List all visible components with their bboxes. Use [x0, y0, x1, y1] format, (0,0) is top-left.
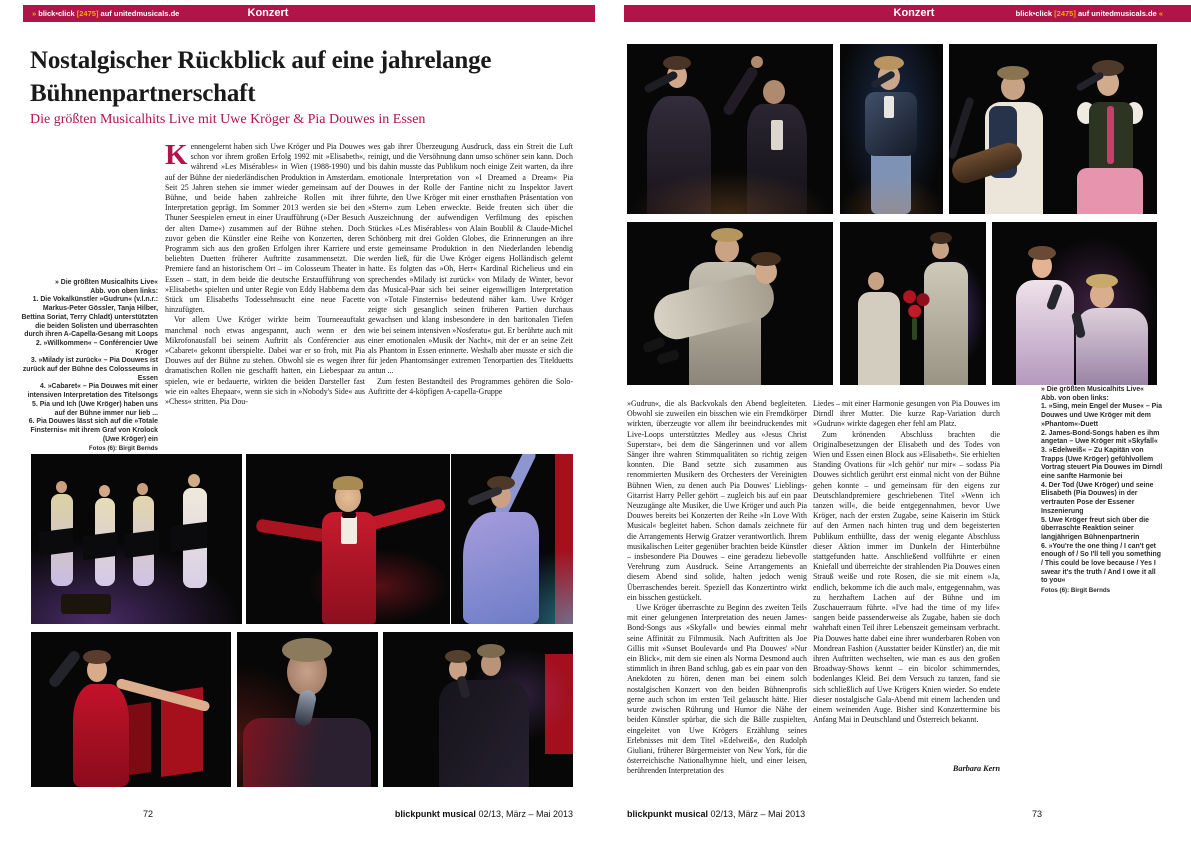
footer-issue: 02/13, März – Mai 2013 [708, 809, 806, 819]
photo-phantom-duet [627, 44, 833, 214]
microphone-stand [949, 96, 975, 159]
caption-item: 5. Uwe Kröger freut sich über die überraschte Reaktion seiner langjährigen Bühnenpartnerin [1041, 516, 1149, 541]
section-label-left: Konzert [247, 7, 289, 19]
author-byline: Barbara Kern [952, 764, 1000, 773]
article-title [30, 44, 575, 110]
music-stand [125, 530, 159, 558]
performer-arm [255, 518, 328, 542]
photo-cabaret-pia-douwes [31, 632, 231, 787]
body-column-4 [813, 399, 1000, 759]
photo-credit: Fotos (6): Birgit Bernds [88, 445, 158, 453]
caption-item: 1. Die Vokalkünstler »Gudrun« (v.l.n.r.: Markus-Peter Gössler, Tanja Hilber, Bettina Soriat, Terry Chladt) unterstützten die beiden Solisten und überraschten durch ihren A-Capella-Gesang mit Loops [21, 296, 158, 339]
grey-coat-figure [1076, 308, 1148, 385]
caption-item: 2. James-Bond-Songs haben es ihm angetan – Uwe Kröger mit »Skyfall« [1041, 429, 1160, 446]
paragraph: Zum krönenden Abschluss brachten die Originalbesetzungen der Elisabeth und des Todes von Wien und Essen einen Block aus »Elisabeth«. Sie erhielten Standing Ovations für »Ich gehör' nur mir« – sodass Pia Douwes sichtlich gerührt erst einmal nicht von der Bühne gehen konnte – und gemeinsam für den eigens zur Deutschlandpremiere geschriebenen Titel »Wenn ich tanzen will«, die beide entgegennahmen, bevor Uwe Kröger, nach der ersten Zugabe, seine Kaiserin im Stück auf den Armen nach hinten trug und dem begeisterten Publikum enthüllte, dass der wenig elegante Abschluss dieser Aktion immer im Dunkeln der Hinterbühne stattgefunden hatte. Anschließend vollführte er einen Kniefall und überreichte der strahlenden Pia Douwes einen Strauß weiße und rote Rosen, die sie mit einem »Ja, endlich, bekomme ich die auch mal«, entgegennahm, was zu herzhaftem Lachen auf der Bühne und im Zuschauerraum führte. »I've had the time of my life« sangen beide passenderweise als Zugabe, haben sie doch wahrhaft einen Teil ihrer Lebenszeit gemeinsam verbracht. Pia Douwes hatte dabei eine ihrer wunderbaren Roben von Mondrean Fashion (Ausstatter beider Künstler) an, die mit ihren Auftritten wechselten, wie man es aus den großen Broadway-Shows kennt – ein bicolor schimmerndes, bodenlanges Kleid. Bei dem Versuch zu tanzen, fand sie sich schließlich auf Uwe Krögers Knien wieder. So endete dieser nostalgische Gala-Abend mit einem lachenden und einem weinenden Auge. Bisher sind Konzerttermine bis Anfang Mai in Deutschland und Österreich bekannt. [813, 429, 1000, 725]
article-title-line1: Nostalgischer Rückblick auf eine jahrelange [30, 47, 492, 74]
white-shirt [341, 516, 357, 544]
caption-rail-right [1041, 386, 1163, 596]
page-number-left: 72 [143, 809, 154, 819]
performer-hair [997, 66, 1029, 80]
performer-hair [874, 56, 904, 70]
promo-link-right [1016, 5, 1163, 22]
lavender-dress [463, 512, 539, 624]
photo-gudrun-acapella [31, 454, 242, 624]
caption-item: 4. »Cabaret« – Pia Douwes mit einer intensiven Interpretation des Titelsongs [27, 383, 158, 400]
singer-head [188, 474, 200, 487]
photo-tod-traegt-elisabeth [627, 222, 833, 385]
red-dress [73, 684, 129, 787]
performer-arm [366, 498, 447, 531]
caption-item: 6. Pia Douwes lässt sich auf die »Totale Finsternis« mit ihrem Graf von Krolock (Uwe Kröger) ein [28, 418, 158, 443]
paragraph: wes gab ihrer Überzeugung Ausdruck, dass ein Streit die Luft reinigt, und die Versöhnung dann umso schöner sein kann. Doch bis dahin musste das Publikum noch einige Zeit warten, da ihre emotionale Interpretation von »I Dreamed a Dream« Pia Douwes in der Rolle der Fantine nicht zu Inspektor Javert führte, den Uwe Kröger mit einer ernsthaften Präsentation von »Stern« zum Leben erweckte. Beide freuten sich über die Auszeichnung der aufwendigen Verfilmung des epischen Stückes »Les Misérables« von Alain Boublil & Claude-Michel Schönberg mit drei Golden Globes, die Erinnerungen an ihre erste gemeinsame Produktion in den Niederlanden lebendig werden ließ, für die Uwe Kröger eigens Holländisch gelernt hatte. Es folgten das »Oh, Herr« Kardinal Richelieus und ein sprechendes »Milady ist zurück« von Milady de Winter, bevor das Musical-Paar sich bei seiner eigenwilligen Interpretation von »Totale Finsternis« bedeutend näher kam. Uwe Kröger zeigte sich gesanglich seinen früheren Partien durchaus gewachsen und klang insbesondere in den baritonalen Tiefen wie bei seinem intensiven »Nosferatu« gut. Er berührte auch mit einer emotionalen »Musik der Nacht«, mit der er an seine Zeit als Phantom in Essen erinnerte. Weshalb aber musste er sich die für jeden Phantomsänger extremen Tenorpartien des Titelduetts antun ... [368, 142, 573, 376]
dirndl-lacing [1107, 106, 1114, 164]
orchestra-glow [627, 170, 833, 214]
performer-hair [445, 650, 471, 663]
caption-item: 1. »Sing, mein Engel der Muse« – Pia Douwes und Uwe Kröger mit dem »Phantom«-Duett [1041, 403, 1163, 428]
shoe [656, 349, 680, 365]
caption-item: 3. »Edelweiß« – Zu Kapitän von Trapps (Uwe Kröger) gefühlvollem Vortrag steuert Pia Douwes im Dirndl eine sanfte Harmonie bei [1041, 446, 1163, 481]
footer-right [627, 809, 805, 819]
microphone-arm [47, 649, 82, 689]
music-stand [39, 528, 73, 556]
paragraph: Liedes – mit einer Harmonie gesungen von Pia Douwes im Dirndl ihrer Mutter. Die kurze Rap-Variation durch »Gudrun« wirkte dagegen eher fehl am Platz. [813, 399, 1000, 429]
performer-hair [751, 252, 781, 266]
performer-hair [333, 476, 363, 490]
guillemet-icon: « [1158, 9, 1163, 18]
light-coat-figure [858, 292, 900, 385]
performer-hair [930, 232, 952, 244]
caption-header: » Die größten Musicalhits Live« [1041, 386, 1145, 393]
stage-monitor [61, 594, 111, 614]
silver-gown-figure [924, 262, 968, 385]
performer-hair [282, 638, 332, 662]
footer-left [300, 809, 573, 819]
photo-totale-finsternis-duet [383, 632, 573, 787]
promo-rest: auf unitedmusicals.de [100, 9, 180, 18]
paragraph: »Gudrun«, die als Backvokals den Abend begleiteten. Obwohl sie zuweilen ein bisschen wie ein Fremdkörper wirkten, überzeugte vor allem ihr beeindruckendes mit Live-Loops unterstütztes Medley aus »Jesus Christ Superstar«, bei dem die Sängerinnen und vor allem Sänger ihre wahren Stimmqualitäten so richtig zeigen konnten. Die Band setzte sich zusammen aus renommierten Musikern des Orchesters der Vereinigten Bühnen Wien, zu denen auch Pia Douwes' Lieblings-Gitarrist Harry Peller gehört – zugleich bis auf ein paar Neuzugänge alte Musiker, die Uwe Kröger und auch Pia Douwes bereits bei Konzerten der Reihe »In Love With Musical« begleitet haben. Schon damals zeichnete für die Arrangements Herwig Gratzer verantwortlich. Ihrem musikalischen Leiter gegenüber brachten beide Künstler – insbesondere Pia Douwes – eine geradezu liebevolle Verehrung zum Ausdruck. Seine Arrangements an diesem Abend sind solide, halten jedoch wenig Überraschendes bereit. Speziell das Konzertintro wirkt ein bisschen gestückelt. [627, 399, 807, 602]
white-shirt [771, 120, 783, 150]
photo-milady-pia-douwes [451, 454, 573, 624]
article-subtitle: Die größten Musicalhits Live mit Uwe Kröger & Pia Douwes in Essen [30, 112, 426, 127]
promo-brand: blick•click [1015, 9, 1053, 18]
photo-time-of-my-life-duet [992, 222, 1157, 385]
photo-rosen-ueberraschung [840, 222, 986, 385]
performer-head [763, 80, 785, 104]
raised-hand [751, 56, 763, 68]
caption-header: » Die größten Musicalhits Live« [54, 279, 158, 286]
page-number-right: 73 [1032, 809, 1043, 819]
caption-rail-left [20, 279, 158, 454]
body-column-1 [165, 142, 365, 452]
footer-brand: blickpunkt musical [627, 809, 709, 819]
singer-head [56, 481, 67, 493]
caption-item: 3. »Milady ist zurück« – Pia Douwes ist zurück auf der Bühne des Colosseums in Essen [22, 357, 158, 382]
header-bar-left [23, 5, 595, 22]
photo-willkommen-uwe-kroeger [246, 454, 450, 624]
caption-item: 2. »Willkommen« – Conférencier Uwe Kröger [35, 339, 158, 356]
header-bar-right [624, 5, 1191, 22]
white-shirt [884, 96, 894, 118]
photo-edelweiss-dirndl [949, 44, 1157, 214]
promo-brand: blick•click [38, 9, 75, 18]
caption-item: 5. Pia und Ich (Uwe Kröger) haben uns auf der Bühne immer nur lieb ... [32, 400, 158, 417]
singer-head [99, 485, 110, 497]
music-stand [83, 532, 117, 560]
bow-tie [342, 512, 356, 518]
paragraph: Zum festen Bestandteil des Programmes gehören die Solo-Auftritte der 4-köpfigen A-capella-Gruppe [368, 376, 573, 396]
cream-top-figure [1016, 280, 1074, 385]
performer-hair [477, 644, 505, 658]
paragraph: Vor allem Uwe Kröger wirkte beim Tourneeauftakt manchmal noch etwas angespannt, auch wenn er den Mikrofonausfall bei seinem Auftritt als Conférencier aus »Cabaret« gekonnt überspielte. Dabei war er so froh, mit Pia Douwes auf der Bühne zu stehen. Obwohl sie es wegen ihrer dramatischen Rollen nie geschafft hatten, ein Liebespaar zu spielen, wie er bedauerte, wirkten die beiden Darsteller fast wie ein »altes Ehepaar«, wenn sie sich in »Nobody's Side« aus »Chess« stritten. Pia Dou- [165, 315, 365, 407]
caption-subheader: Abb. von oben links: [90, 287, 158, 295]
caption-item: 4. Der Tod (Uwe Kröger) und seine Elisabeth (Pia Douwes) in der vertrauten Pose der Essener Inszenierung [1041, 481, 1154, 515]
promo-rest: auf unitedmusicals.de [1077, 9, 1157, 18]
body-column-3 [627, 399, 807, 797]
drop-cap: K [165, 142, 188, 171]
performer-hair [663, 56, 691, 70]
paragraph: Uwe Kröger überraschte zu Beginn des zweiten Teils mit einer gelungenen Interpretation des neuen James-Bond-Songs aus »Skyfall« und bewies einmal mehr seine Affinität zu Filmmusik. Nach Auftritten als Joe Gillis mit »Sunset Boulevard« und Pia Douwes' »Nur ein Blick«, mit dem sie einen als Norma Desmond auch stimmlich in ihren Band schlug, gab es ein paar von den Anekdoten zu hören, denen man bei einem solch nostalgischen Konzert von den beiden Bühnenprofis gerne auch schon im ersten Teil gelauscht hätte. Hier wurde zwischen Rührung und Humor die Nähe der beiden Künstler spürbar, die sich die Bälle zuspielten, eingeleitet von Uwe Krögers Erzählung seines Erlebnisses mit dem Titel »Edelweiß«, den Rudolph Giuliani, früherer Bürgermeister von New York, für die österreichische Nationalhymne hielt, und einer leisen, berührenden Interpretation des [627, 603, 807, 776]
section-label-right: Konzert [893, 7, 935, 19]
dark-duo-figures [439, 680, 529, 787]
paragraph: ennengelernt haben sich Uwe Kröger und Pia Douwes schon vor ihrem großen Erfolg 1992 mit »Elisabeth«, während »Les Misérables« in Wien (1988-1990) und auf der Bühne der niederländischen Produktion in Amsterdam. Seit 25 Jahren stehen sie immer wieder gemeinsam auf der Bühne, und beide haben zahlreiche Rollen mit ihrer Interpretation geprägt. Im Sommer 2013 werden sie bei den Thuner Seespielen erneut in einer Uraufführung (»Der Besuch der alten Dame«) zusammen auf der Bühne stehen. Doch zuvor geben die Künstler eine Reihe von Konzerten, deren Programm sich aus den großen Erfolgen ihrer Karriere und beliebten Duetten früherer Auftritte zusammensetzt. Die Premiere fand an historischem Ort – im Colosseum Theater in Essen – statt, in dem beide die deutsche Erstaufführung von »Elisabeth« spielten und unter Regie von Eddy Habbema dem Stück um Elisabeths Todessehnsucht eine neue Facette hinzufügten. [165, 142, 365, 315]
footer-issue: 02/13, März – Mai 2013 [475, 809, 573, 819]
singer-head [137, 483, 148, 495]
bouquet-stems [912, 318, 917, 340]
red-leather-jacket [243, 718, 371, 787]
performer-head [868, 272, 884, 290]
band-glow [840, 177, 943, 214]
article-title-line2: Bühnenpartnerschaft [30, 80, 256, 107]
performer-hair [1086, 274, 1118, 288]
photo-pia-und-ich-uwe [237, 632, 378, 787]
footer-brand: blickpunkt musical [394, 809, 476, 819]
shoe [642, 336, 666, 354]
promo-ref: [2475] [76, 9, 99, 18]
guillemet-icon: » [32, 9, 37, 18]
body-column-2 [368, 142, 573, 452]
performer-hair [711, 228, 743, 242]
photo-credit: Fotos (6): Birgit Bernds [1041, 587, 1111, 595]
performer-hair [83, 650, 111, 664]
pink-skirt [1077, 168, 1143, 214]
performer-hair [1028, 246, 1056, 260]
promo-ref: [2475] [1054, 9, 1076, 18]
music-stand [171, 522, 207, 552]
photo-skyfall-uwe [840, 44, 943, 214]
caption-item: 6. »You're the one thing / I can't get enough of / So I'll tell you something / This could be love because / Yes I swear it's the truth / And I owe it all to you« [1041, 542, 1161, 585]
caption-subheader: Abb. von oben links: [1041, 394, 1109, 402]
promo-link-left [32, 5, 179, 22]
rose-bouquet [900, 286, 932, 322]
